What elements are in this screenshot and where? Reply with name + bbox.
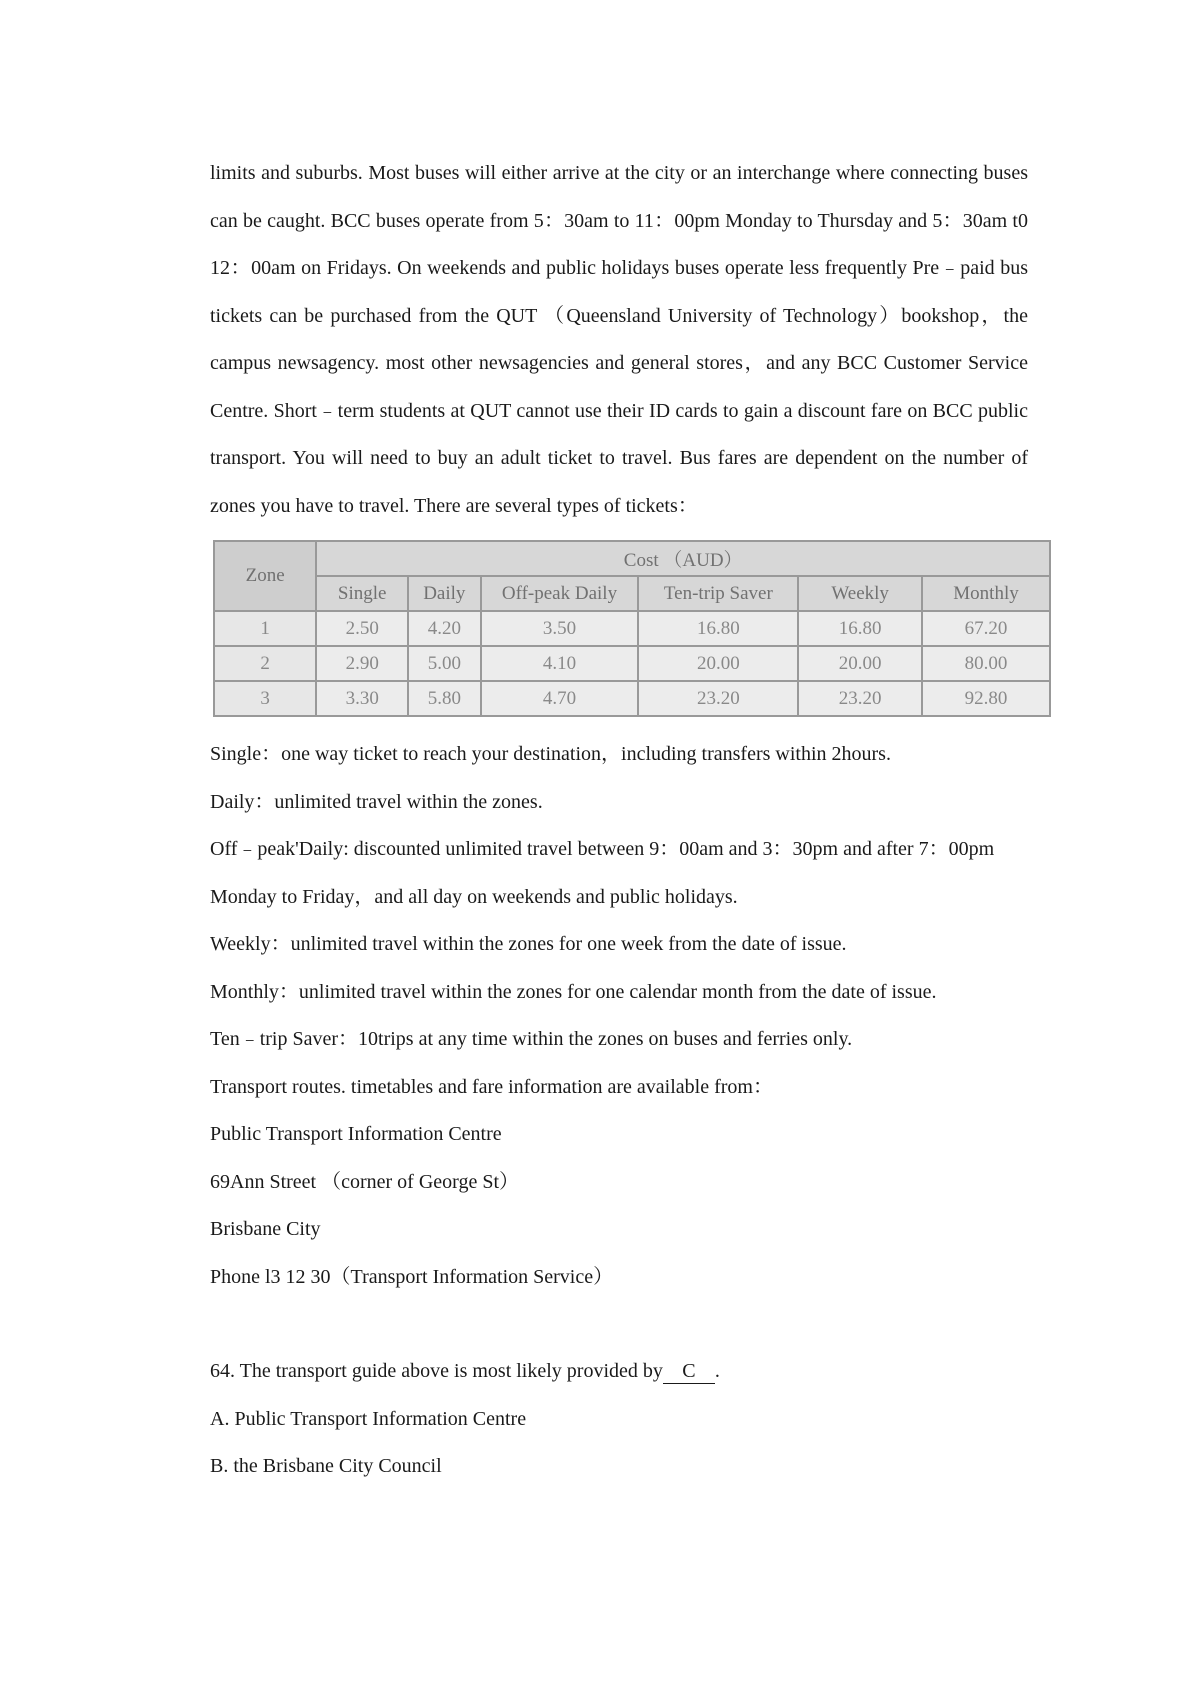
fare-cell: 4.10 bbox=[481, 646, 639, 681]
definition-daily: Daily：unlimited travel within the zones. bbox=[210, 790, 543, 813]
info-centre-name: Public Transport Information Centre bbox=[210, 1123, 502, 1145]
fare-cell: 20.00 bbox=[798, 646, 922, 681]
cost-header: Cost （AUD） bbox=[316, 541, 1050, 576]
definition-monthly: Monthly：unlimited travel within the zones for one calendar month from the date of issue. bbox=[210, 980, 937, 1003]
question-suffix: . bbox=[714, 1360, 720, 1382]
definition-off-peak-daily-cont: Monday to Friday，and all day on weekends and public holidays. bbox=[210, 885, 738, 908]
fare-cell: 2.90 bbox=[316, 646, 408, 681]
column-header-daily: Daily bbox=[408, 576, 481, 611]
fare-cell: 5.00 bbox=[408, 646, 481, 681]
column-header-single: Single bbox=[316, 576, 408, 611]
transport-info-intro: Transport routes. timetables and fare information are available from： bbox=[210, 1075, 773, 1098]
definition-off-peak-daily: Off﹣peak'Daily: discounted unlimited travel between 9：00am and 3：30pm and after 7：00pm bbox=[210, 838, 995, 860]
info-centre-city: Brisbane City bbox=[210, 1218, 321, 1240]
zone-cell: 2 bbox=[214, 646, 316, 681]
document-page bbox=[210, 150, 1028, 1491]
fare-cell: 92.80 bbox=[922, 681, 1050, 716]
fare-cell: 4.20 bbox=[408, 611, 481, 646]
fare-cell: 16.80 bbox=[798, 611, 922, 646]
definition-single: Single：one way ticket to reach your destination，including transfers within 2hours. bbox=[210, 743, 891, 765]
info-centre-phone: Phone l3 12 30（Transport Information Service） bbox=[210, 1265, 614, 1288]
fare-cell: 16.80 bbox=[638, 611, 798, 646]
option-a: A. Public Transport Information Centre bbox=[210, 1407, 527, 1430]
column-header-monthly: Monthly bbox=[922, 576, 1050, 611]
definition-weekly: Weekly：unlimited travel within the zones for one week from the date of issue. bbox=[210, 933, 847, 955]
option-b: B. the Brisbane City Council bbox=[210, 1455, 442, 1477]
column-header-weekly: Weekly bbox=[798, 576, 922, 611]
fare-table-container bbox=[213, 540, 1053, 717]
table-row bbox=[214, 681, 1050, 716]
question-text: 64. The transport guide above is most likely provided by bbox=[210, 1360, 663, 1382]
table-row bbox=[214, 611, 1050, 646]
fare-cell: 3.30 bbox=[316, 681, 408, 716]
table-row bbox=[214, 646, 1050, 681]
fare-cell: 23.20 bbox=[798, 681, 922, 716]
fare-table bbox=[213, 540, 1051, 717]
column-header-ten-trip-saver: Ten-trip Saver bbox=[638, 576, 798, 611]
zone-header: Zone bbox=[214, 541, 316, 611]
fare-cell: 67.20 bbox=[922, 611, 1050, 646]
fare-cell: 4.70 bbox=[481, 681, 639, 716]
fare-cell: 5.80 bbox=[408, 681, 481, 716]
info-centre-address: 69Ann Street （corner of George St） bbox=[210, 1170, 520, 1193]
fare-cell: 80.00 bbox=[922, 646, 1050, 681]
section-spacer bbox=[210, 1301, 1028, 1348]
fare-cell: 20.00 bbox=[638, 646, 798, 681]
fare-cell: 23.20 bbox=[638, 681, 798, 716]
definition-ten-trip-saver: Ten﹣trip Saver：10trips at any time within the zones on buses and ferries only. bbox=[210, 1028, 853, 1050]
column-header-off-peak-daily: Off-peak Daily bbox=[481, 576, 639, 611]
intro-paragraph: limits and suburbs. Most buses will either arrive at the city or an interchange where connecting buses can be caught. BCC buses operate from 5：30am to 11：00pm Monday to Thursday and 5：30am t0 12：00am on Fridays. On weekends and public holidays buses operate less frequently Pre﹣paid bus tickets can be purchased from the QUT （Queensland University of Technology）bookshop，the campus newsagency. most other newsagencies and general stores，and any BCC Customer Service Centre. Short﹣term students at QUT cannot use their ID cards to gain a discount fare on BCC public transport. You will need to buy an adult ticket to travel. Bus fares are dependent on the number of zones you have to travel. There are several types of tickets： bbox=[210, 162, 1028, 517]
answer-blank: C bbox=[663, 1359, 715, 1384]
fare-cell: 2.50 bbox=[316, 611, 408, 646]
fare-cell: 3.50 bbox=[481, 611, 639, 646]
zone-cell: 1 bbox=[214, 611, 316, 646]
zone-cell: 3 bbox=[214, 681, 316, 716]
question-64 bbox=[210, 1348, 1028, 1396]
